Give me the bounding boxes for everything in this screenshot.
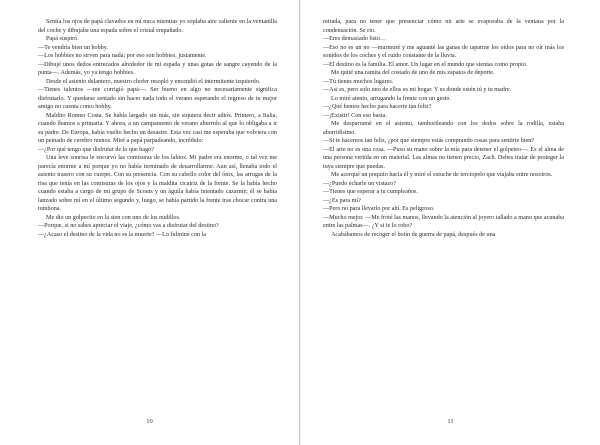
paragraph: —Eso no es un no —murmuré y me aguanté las ganas de taparme los oídos para no oír más los sonidos de los coches y el ruido constante de la lluvia. [323,44,564,59]
paragraph: Me quité una ramita del costado de uno de mis zapatos de deporte. [331,70,495,76]
paragraph: —¿Qué hemos hecho para hacerte tan feliz? [323,104,432,110]
left-page-text [38,18,277,239]
paragraph: Me acerqué un poquito hacia él y miré el estuche de terciopelo que viajaba entre nosotros. [331,172,553,178]
paragraph: Me dio un golpecito en la sien con uno de los nudillos. [46,214,181,221]
paragraph: —El arte no es una cosa. —Puso su mano sobre la mía para detener el golpeteo—. Es el alma de una persona vertida en un material. Las almas no tienen precio, Zach. Debes tratar de proteger la tuya siempre que puedas. [323,146,564,170]
page-number: 11 [447,418,454,425]
paragraph: —Mucho mejor. —Me froté las manos, llevando la atención al joyero tallado a mano que acunaba entre las palmas—. ¿Y si te lo robo? [323,214,564,229]
paragraph: —Dibujé unos dedos entrecados alrededor de mi espada y unas gotas de sangre cayendo de la punta—. Además, yo ya tengo hobbies. [38,61,277,76]
paragraph: —El destino es la familia. El amor. Un lugar en el mundo que sientas como propio. [323,61,528,68]
paragraph: —Si te hacemos tan feliz, ¿por qué siempre estás comprando cosas para sentirte bien? [323,138,535,144]
paragraph: Una leve sonrisa le encorvó las comisuras de los labios. Mi padre era enorme, o tal vez me parecía enorme a mí porque yo no había terminado de desarrollarme. Aun así, llenaba todo el asiento trasero con su cuerpo. Con su presencia. Con su cabello color del ónix, las arrugas de la risa que tenía en las comisuras de los ojos y la maldita cicatriz de la frente. Se la había hecho cuando estaba a cargo de mi grupo de Scouts y un águila había intentado cazarme; él se había lanzado sobre mí en el último segundo y, luego, se había partido la frente tras chocar contra una tumbona. [38,155,277,212]
paragraph: —Los hobbies no sirven para nada; por eso son hobbies, justamente. [38,53,207,59]
paragraph: —¡Existir! Con eso basta. [323,112,387,119]
paragraph: —Porque, si no sabes apreciar el viaje, ¿cómo vas a disfrutar del destino? [38,223,219,229]
paragraph: —¿Acaso el destino de la vida no es la muerte? —Lo fulminé con la [38,231,206,238]
paragraph: Lo miré atento, arrugando la frente con un gesto. [331,95,452,102]
paragraph: Me desparramé en el asiento, tamborileando con los dedos sobre la rodilla, estaba aburridísimo. [323,121,564,136]
right-page-text [323,18,564,239]
paragraph: Acabábamos de recoger el botín de guerra de papá, después de una [331,231,496,238]
paragraph: —¿Es para mí? [323,197,361,204]
paragraph: Maldito Romeo Costa. Se había largado sin más, sin siquiera decir adiós. Primero, a Italia, cuando íbamos a primaria. Y ahora, a un campamento de verano aburrido al que lo obligaba a ir su padre. De Europa, había vuelto hecho un desastre. Esta vez casi me esperaba que volviera con un peinado de cerebro menos. Miré a papá parpadeando, incrédulo: [38,112,277,144]
paragraph: Desde el asiento delantero, nuestro chofer resopló y encendió el intermitente izquierdo. [46,78,261,85]
paragraph: Papá suspiró. [46,36,79,42]
paragraph: —Tienes talentos —me corrigió papá—. Ser bueno en algo no necesariamente significa disfrutarlo. Y quedarse sentado sin hacer nada todo el verano esperando el regreso de tu mejor amigo no cuenta como hobby. [38,87,277,110]
paragraph: —Pero no para llevarlo por ahí. Es peligroso. [323,206,435,212]
paragraph: —Así es, pero solo uno de ellos es mi hogar. Y es donde estén tú y tu madre. [323,87,512,93]
paragraph: —¿Puedo echarle un vistazo? [323,180,396,187]
page-number: 10 [146,418,153,425]
paragraph: mirada, para no tener que presenciar cómo mi arte se evaporaba de la ventana por la condensación. Se rio. [323,19,564,34]
paragraph: —Te vendría bien un hobby. [38,44,108,51]
paragraph: —Eres demasiado listo… [323,36,387,42]
paragraph: —Tienes que esperar a tu cumpleaños. [323,189,418,195]
right-page [300,0,600,445]
paragraph: Sentía los ojos de papá clavados en mí nuca mientras yo soplaba aire caliente en la ventanilla del coche y dibujaba una espada sobre el cristal empañado. [38,19,277,34]
paragraph: —Tú tienes muchos lugares. [323,78,394,85]
paragraph: —¿Por qué tengo que disfrutar de lo que hago? [38,146,154,153]
